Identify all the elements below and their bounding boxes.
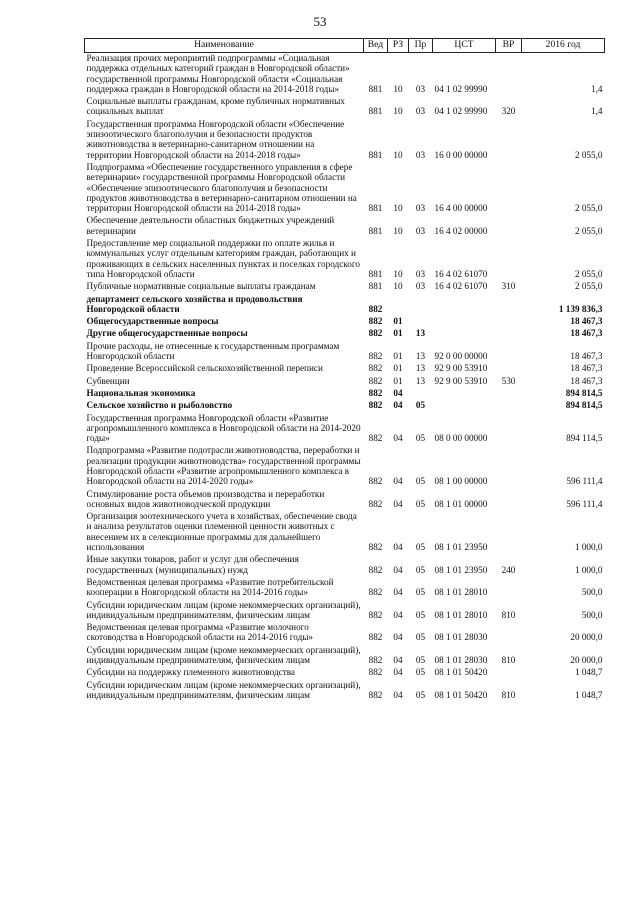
cell-cst (433, 388, 496, 400)
cell-pr: 05 (415, 476, 426, 487)
table-row (85, 400, 605, 412)
cell-vr (496, 316, 522, 328)
table-header-row (85, 39, 605, 53)
cell-pr: 03 (415, 268, 426, 279)
cell-sum: 1 000,0 (574, 564, 603, 575)
cell-sum: 1,4 (591, 106, 603, 117)
cell-name: Государственная программа Новгородской области «Развитие агропромышленного комплекса в Новгородской области на 2014-2020 годы» (86, 412, 361, 444)
cell-cst: 92 9 00 53910 (434, 363, 488, 374)
table-row (85, 388, 605, 400)
cell-vr (496, 328, 522, 340)
cell-vr (496, 238, 522, 281)
cell-name: Обеспечение деятельности областных бюджетных учреждений ветеринарии (86, 215, 335, 236)
cell-rz: 01 (393, 316, 403, 327)
cell-pr: 05 (415, 667, 426, 678)
cell-cst: 04 1 02 99990 (434, 106, 488, 117)
cell-vr: 320 (501, 106, 516, 117)
cell-cst: 16 4 02 61070 (434, 281, 488, 292)
cell-name: Прочие расходы, не отнесенные к государственным программам Новгородской области (86, 340, 340, 362)
table-row (85, 341, 605, 364)
cell-ved: 882 (368, 351, 383, 362)
cell-rz: 10 (393, 149, 403, 160)
cell-name: Государственная программа Новгородской области «Обеспечение эпизоотического благополучия и безопасности продуктов животноводства в ветеринарно-санитарном отношении на территории Новгородской области на 2014-2018 годы» (86, 118, 345, 160)
table-row (85, 119, 605, 162)
cell-ved: 881 (368, 83, 383, 94)
cell-name: Субсидии юридическим лицам (кроме некоммерческих организаций), индивидуальным предпринимателям, физическим лицам (86, 679, 361, 700)
table-row (85, 281, 605, 293)
budget-table (84, 38, 605, 702)
cell-pr: 13 (415, 363, 426, 374)
table-row (85, 511, 605, 554)
cell-rz: 01 (393, 328, 403, 339)
cell-pr: 03 (415, 83, 426, 94)
table-row (85, 413, 605, 446)
cell-rz: 04 (393, 498, 403, 509)
cell-rz: 04 (393, 655, 403, 666)
cell-rz: 04 (393, 400, 403, 411)
cell-cst: 08 1 01 23950 (434, 542, 488, 553)
cell-ved: 882 (368, 609, 383, 620)
cell-ved: 881 (368, 106, 383, 117)
cell-pr: 03 (415, 225, 426, 236)
cell-name: Национальная экономика (86, 387, 196, 398)
cell-ved: 882 (368, 564, 383, 575)
cell-rz: 04 (393, 542, 403, 553)
cell-vr: 530 (501, 375, 516, 386)
cell-name: Иные закупки товаров, работ и услуг для обеспечения государственных (муниципальных) нужд (86, 554, 299, 575)
table-row (85, 554, 605, 577)
cell-name: Стимулирование роста объемов производства и переработки основных видов животноводческой продукции (86, 488, 325, 509)
cell-sum: 596 111,4 (566, 476, 603, 487)
cell-ved: 882 (368, 400, 383, 411)
cell-name: департамент сельского хозяйства и продовольствия Новгородской области (86, 293, 303, 314)
cell-vr: 810 (501, 655, 516, 666)
cell-ved: 882 (368, 689, 383, 700)
cell-ved: 882 (368, 363, 383, 374)
cell-rz: 01 (393, 375, 403, 386)
cell-rz: 04 (393, 587, 403, 598)
cell-sum: 2 055,0 (574, 203, 603, 214)
cell-ved: 882 (368, 303, 383, 314)
cell-name: Организация зоотехнического учета в хозяйствах, обеспечение свода и анализа результатов оценки племенной ценности животных с внесением их в селекционные программы для дальнейшего использования (86, 511, 357, 553)
header-name: Наименование (85, 39, 364, 53)
cell-rz: 01 (393, 363, 403, 374)
table-row (85, 238, 605, 281)
cell-vr (496, 341, 522, 364)
cell-rz: 10 (393, 281, 403, 292)
cell-pr: 05 (415, 542, 426, 553)
cell-name: Реализация прочих мероприятий подпрограммы «Социальная поддержка отдельных категорий граждан в Новгородской области» государственной программы Новгородской области «Социальная поддержка граждан в Новгородской области на 2014-2018 годы» (86, 53, 350, 94)
page-number: 53 (313, 14, 327, 29)
cell-rz: 04 (393, 667, 403, 678)
cell-sum: 596 111,4 (566, 498, 603, 509)
cell-sum: 2 055,0 (574, 149, 603, 160)
cell-pr: 05 (415, 609, 426, 620)
cell-vr (496, 53, 522, 97)
cell-cst: 92 0 00 00000 (434, 351, 488, 362)
cell-sum: 1 139 836,3 (558, 303, 603, 314)
cell-pr: 05 (415, 655, 426, 666)
cell-rz (388, 294, 409, 317)
cell-pr: 05 (415, 433, 426, 444)
cell-sum: 18 467,3 (570, 316, 603, 327)
cell-ved: 881 (368, 203, 383, 214)
cell-ved: 882 (368, 375, 383, 386)
cell-pr: 05 (415, 400, 426, 411)
table-row (85, 577, 605, 600)
cell-vr (496, 363, 522, 375)
cell-cst: 04 1 02 99990 (434, 83, 488, 94)
cell-sum: 20 000,0 (570, 655, 603, 666)
cell-cst: 08 1 01 50420 (434, 667, 488, 678)
cell-cst: 08 1 01 28030 (434, 655, 488, 666)
cell-ved: 882 (368, 328, 383, 339)
cell-name: Другие общегосударственные вопросы (86, 328, 248, 339)
cell-rz: 04 (393, 476, 403, 487)
cell-vr (496, 667, 522, 679)
cell-sum: 894 814,5 (565, 400, 603, 411)
cell-rz: 10 (393, 268, 403, 279)
cell-cst: 08 0 00 00000 (434, 433, 488, 444)
cell-pr: 13 (415, 351, 426, 362)
cell-sum: 20 000,0 (570, 632, 603, 643)
cell-pr (409, 316, 433, 328)
table-row (85, 445, 605, 488)
cell-name: Ведомственная целевая программа «Развитие потребительской кооперации в Новгородской области на 2014-2016 годы» (86, 576, 334, 598)
header-ved: Вед (364, 39, 388, 53)
cell-sum: 894 114,5 (566, 433, 603, 444)
cell-name: Субсидии на поддержку племенного животноводства (86, 667, 296, 678)
cell-sum: 1 048,7 (574, 689, 603, 700)
cell-name: Подпрограмма «Обеспечение государственного управления в сфере ветеринарии» государственной программы Новгородской области «Обеспечение эпизоотического благополучия и безопасности продуктов животноводства в ветеринарно-санитарном отношении на территории Новгородской области на 2014-2018 годы» (86, 161, 357, 214)
cell-vr: 810 (501, 609, 516, 620)
cell-pr: 03 (415, 203, 426, 214)
table-row (85, 376, 605, 388)
header-vr: ВР (496, 39, 522, 53)
cell-rz: 04 (393, 689, 403, 700)
cell-rz: 10 (393, 83, 403, 94)
header-cst: ЦСТ (433, 39, 496, 53)
cell-cst (433, 328, 496, 340)
cell-pr: 05 (415, 587, 426, 598)
cell-cst: 16 0 00 00000 (434, 149, 488, 160)
cell-rz: 04 (393, 433, 403, 444)
cell-cst: 08 1 01 23950 (434, 564, 488, 575)
cell-sum: 18 467,3 (570, 363, 603, 374)
cell-sum: 18 467,3 (570, 328, 603, 339)
header-rz: РЗ (388, 39, 409, 53)
cell-vr (496, 388, 522, 400)
cell-ved: 882 (368, 632, 383, 643)
cell-pr: 03 (415, 149, 426, 160)
cell-rz: 04 (393, 387, 403, 398)
cell-name: Сельское хозяйство и рыболовство (86, 400, 233, 411)
cell-name: Проведение Всероссийской сельскохозяйственной переписи (86, 363, 323, 374)
cell-pr: 13 (415, 328, 426, 339)
cell-pr (409, 388, 433, 400)
cell-sum: 1 000,0 (574, 542, 603, 553)
cell-sum: 1 048,7 (574, 667, 603, 678)
cell-cst: 16 4 02 61070 (434, 268, 488, 279)
table-row (85, 680, 605, 703)
cell-name: Подпрограмма «Развитие подотрасли животноводства, переработки и реализации продукции животноводства» государственной программы Новгородской области «Развитие агропромышленного комплекса в Новгородской области на 2014-2020 годы» (86, 445, 361, 487)
cell-cst (433, 316, 496, 328)
table-row (85, 667, 605, 679)
cell-ved: 882 (368, 387, 383, 398)
cell-sum: 2 055,0 (574, 225, 603, 236)
cell-sum: 894 814,5 (565, 387, 603, 398)
cell-cst: 08 1 01 00000 (434, 498, 488, 509)
table-row (85, 489, 605, 512)
cell-vr (496, 162, 522, 215)
cell-cst: 08 1 01 28030 (434, 632, 488, 643)
cell-pr (409, 294, 433, 317)
cell-vr (496, 215, 522, 238)
cell-rz: 10 (393, 106, 403, 117)
table-row (85, 363, 605, 375)
cell-sum: 1,4 (591, 83, 603, 94)
table-row (85, 215, 605, 238)
cell-vr (496, 489, 522, 512)
cell-cst: 16 4 00 00000 (434, 203, 488, 214)
cell-rz: 01 (393, 351, 403, 362)
cell-ved: 882 (368, 433, 383, 444)
table-row (85, 294, 605, 317)
cell-cst: 08 1 01 28010 (434, 587, 488, 598)
cell-vr: 240 (501, 564, 516, 575)
cell-ved: 882 (368, 498, 383, 509)
cell-cst: 08 1 01 50420 (434, 689, 488, 700)
cell-rz: 04 (393, 609, 403, 620)
cell-cst: 16 4 02 00000 (434, 225, 488, 236)
cell-sum: 2 055,0 (574, 281, 603, 292)
cell-pr: 03 (415, 106, 426, 117)
cell-rz: 04 (393, 564, 403, 575)
cell-name: Субсидии юридическим лицам (кроме некоммерческих организаций), индивидуальным предпринимателям, физическим лицам (86, 599, 361, 620)
table-row (85, 53, 605, 97)
header-pr: Пр (409, 39, 433, 53)
cell-pr: 03 (415, 281, 426, 292)
cell-sum: 18 467,3 (570, 375, 603, 386)
table-row (85, 316, 605, 328)
table-row (85, 162, 605, 215)
cell-ved: 881 (368, 225, 383, 236)
cell-vr (496, 413, 522, 446)
cell-vr (496, 622, 522, 645)
cell-rz: 04 (393, 632, 403, 643)
cell-name: Субвенции (86, 375, 130, 386)
cell-ved: 882 (368, 587, 383, 598)
cell-ved: 882 (368, 476, 383, 487)
cell-ved: 882 (368, 655, 383, 666)
cell-name: Субсидии юридическим лицам (кроме некоммерческих организаций), индивидуальным предпринимателям, физическим лицам (86, 644, 361, 666)
cell-cst (433, 294, 496, 317)
cell-vr (496, 400, 522, 412)
cell-vr (496, 577, 522, 600)
table-row (85, 600, 605, 623)
cell-rz: 10 (393, 225, 403, 236)
cell-vr (496, 511, 522, 554)
cell-name: Предоставление мер социальной поддержки по оплате жилья и коммунальных услуг отдельным категориям граждан, работающих и проживающих в сельских населенных пунктах и поселках городского типа Новгородской области (86, 238, 361, 279)
cell-pr: 05 (415, 689, 426, 700)
cell-vr (496, 294, 522, 317)
cell-pr: 13 (415, 375, 426, 386)
table-row (85, 622, 605, 645)
header-sum: 2016 год (522, 39, 605, 53)
cell-pr: 05 (415, 498, 426, 509)
cell-pr: 05 (415, 564, 426, 575)
cell-sum: 18 467,3 (570, 351, 603, 362)
cell-vr (496, 119, 522, 162)
cell-vr: 310 (501, 281, 516, 292)
cell-cst: 08 1 00 00000 (434, 476, 488, 487)
cell-ved: 882 (368, 542, 383, 553)
cell-name: Общегосударственные вопросы (86, 316, 219, 327)
cell-name: Публичные нормативные социальные выплаты гражданам (86, 281, 316, 292)
cell-vr: 810 (501, 689, 516, 700)
table-row (85, 328, 605, 340)
cell-name: Социальные выплаты гражданам, кроме публичных нормативных социальных выплат (86, 96, 345, 117)
cell-vr (496, 445, 522, 488)
cell-ved: 881 (368, 281, 383, 292)
cell-cst (433, 400, 496, 412)
table-body (85, 53, 605, 703)
cell-ved: 881 (368, 149, 383, 160)
cell-sum: 2 055,0 (574, 268, 603, 279)
cell-cst: 08 1 01 28010 (434, 609, 488, 620)
cell-sum: 500,0 (581, 587, 603, 598)
cell-sum: 500,0 (581, 609, 603, 620)
cell-rz: 10 (393, 203, 403, 214)
table-row (85, 96, 605, 119)
cell-ved: 881 (368, 268, 383, 279)
table-row (85, 645, 605, 668)
cell-ved: 882 (368, 316, 383, 327)
cell-cst: 92 9 00 53910 (434, 375, 488, 386)
cell-pr: 05 (415, 632, 426, 643)
cell-name: Ведомственная целевая программа «Развитие молочного скотоводства в Новгородской области на 2014-2016 годы» (86, 622, 314, 643)
cell-ved: 882 (368, 667, 383, 678)
